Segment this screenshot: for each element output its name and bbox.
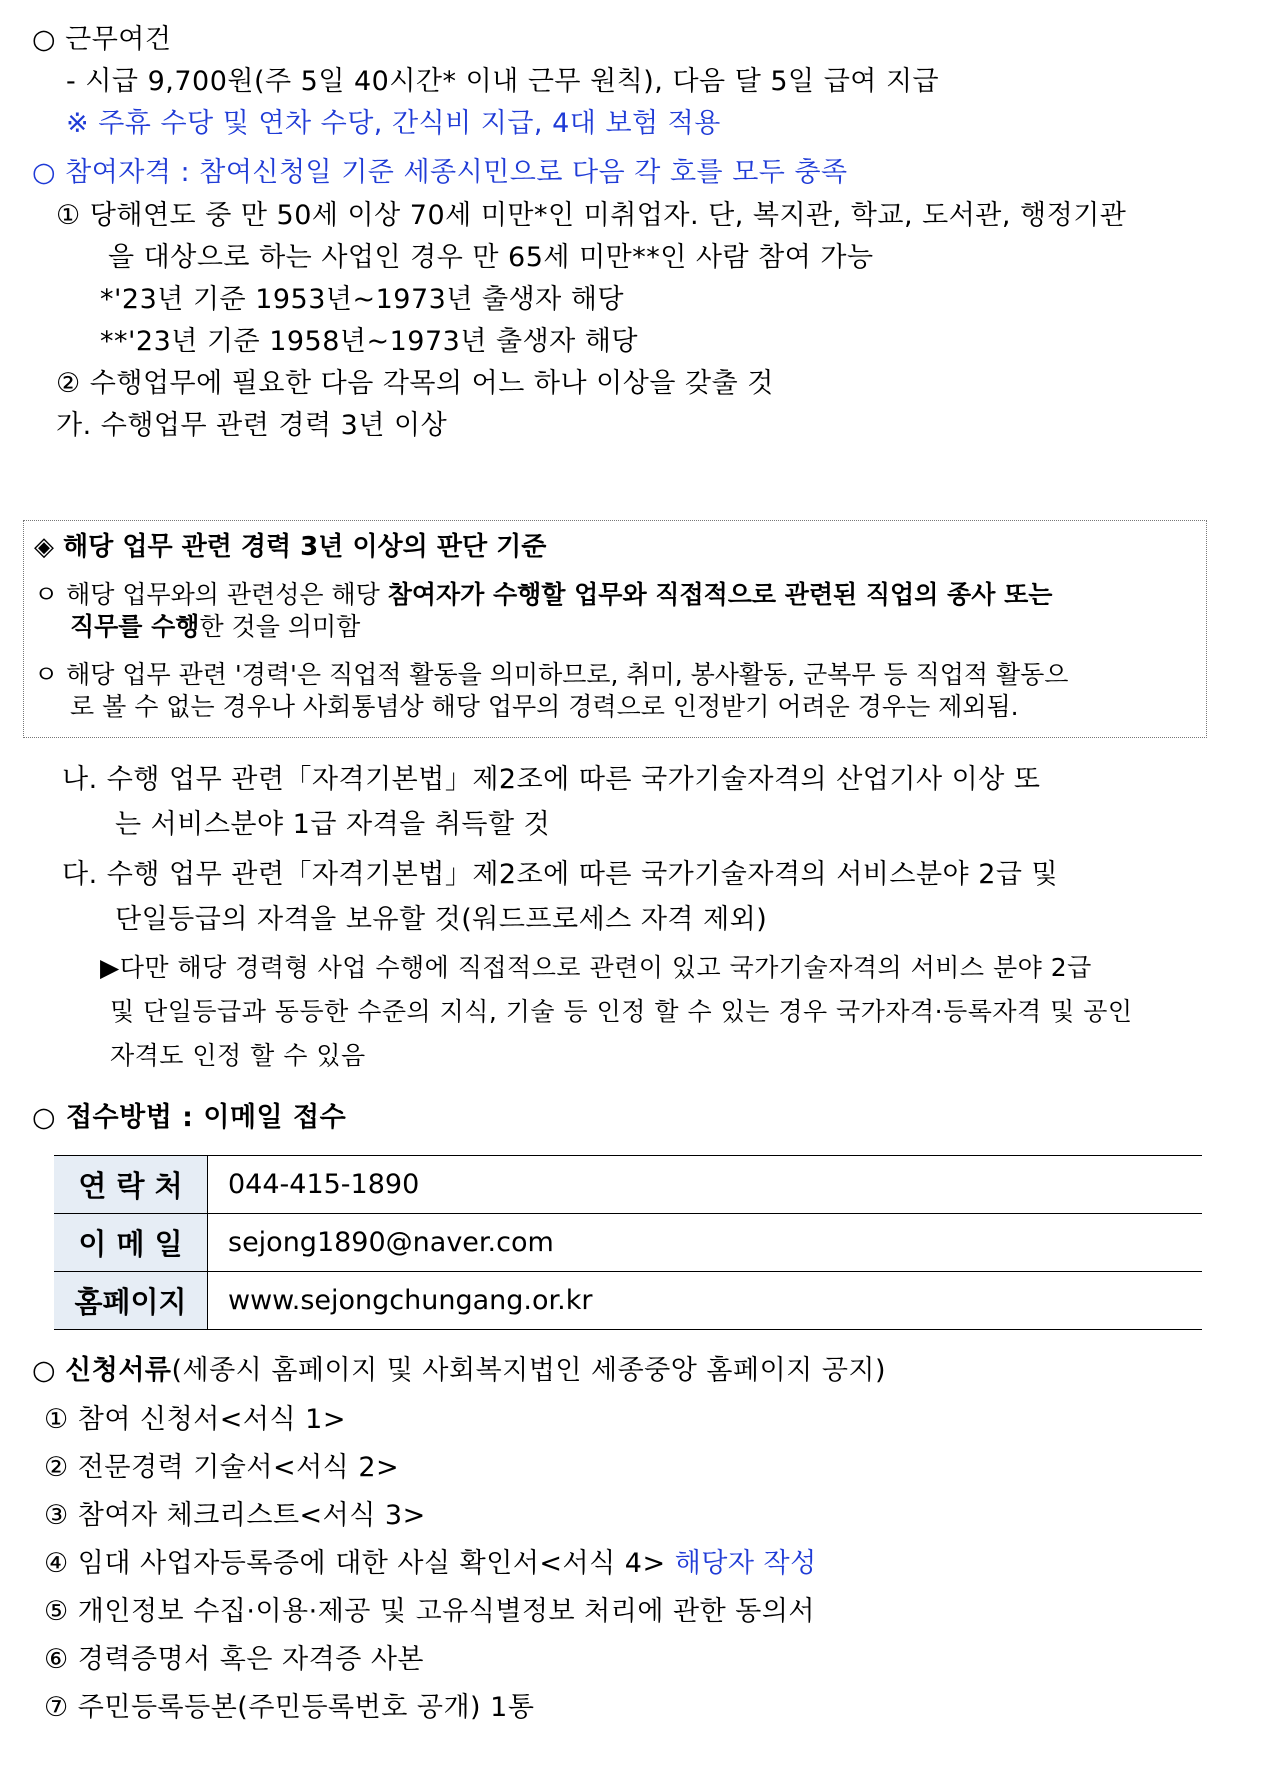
- document-item-3: ③ 참여자 체크리스트<서식 3>: [44, 1500, 426, 1531]
- contact-homepage-label: 홈페이지: [54, 1272, 208, 1330]
- note-line-3: 자격도 인정 할 수 있음: [110, 1041, 366, 1070]
- eligibility-heading: ○ 참여자격 : 참여신청일 기준 세종시민으로 다음 각 호를 모두 충족: [32, 157, 848, 188]
- eligibility-item-1-line-2: 을 대상으로 하는 사업인 경우 만 65세 미만**인 사람 참여 가능: [108, 242, 874, 273]
- contact-phone-value: 044-415-1890: [208, 1156, 1203, 1214]
- footnote-1: *'23년 기준 1953년~1973년 출생자 해당: [100, 284, 624, 315]
- eligibility-item-2: ② 수행업무에 필요한 다음 각목의 어느 하나 이상을 갖출 것: [56, 368, 774, 399]
- criteria-point-2-line-2: 로 볼 수 없는 경우나 사회통념상 해당 업무의 경력으로 인정받기 어려운 경우는 제외됨.: [70, 692, 1019, 721]
- contact-homepage-value: www.sejongchungang.or.kr: [208, 1272, 1203, 1330]
- table-row: [54, 1214, 1202, 1272]
- criteria-point-2-line-1: ㅇ 해당 업무 관련 '경력'은 직업적 활동을 의미하므로, 취미, 봉사활동, 군복무 등 직업적 활동으: [34, 660, 1069, 689]
- eligibility-item-1-line-1: ① 당해연도 중 만 50세 이상 70세 미만*인 미취업자. 단, 복지관, 학교, 도서관, 행정기관: [56, 200, 1127, 231]
- criteria-box: [23, 520, 1207, 738]
- document-item-4: ④ 임대 사업자등록증에 대한 사실 확인서<서식 4> 해당자 작성: [44, 1548, 817, 1579]
- note-line-2: 및 단일등급과 동등한 수준의 지식, 기술 등 인정 할 수 있는 경우 국가자격·등록자격 및 공인: [110, 997, 1133, 1026]
- documents-heading: ○ 신청서류(세종시 홈페이지 및 사회복지법인 세종중앙 홈페이지 공지): [32, 1355, 887, 1386]
- sub-item-na-line-1: 나. 수행 업무 관련「자격기본법」제2조에 따른 국가기술자격의 산업기사 이상 또: [62, 764, 1041, 795]
- pay-text: - 시급 9,700원(주 5일 40시간* 이내 근무 원칙), 다음 달 5일 급여 지급: [66, 66, 940, 97]
- contact-table: [54, 1155, 1202, 1330]
- sub-item-na-line-2: 는 서비스분야 1급 자격을 취득할 것: [115, 809, 551, 840]
- contact-phone-label: 연 락 처: [54, 1156, 208, 1214]
- contact-email-label: 이 메 일: [54, 1214, 208, 1272]
- document-item-7: ⑦ 주민등록등본(주민등록번호 공개) 1통: [44, 1692, 535, 1723]
- application-heading: ○ 접수방법 : 이메일 접수: [32, 1102, 347, 1133]
- criteria-point-1-line-2: 직무를 수행한 것을 의미함: [70, 612, 361, 641]
- document-item-5: ⑤ 개인정보 수집·이용·제공 및 고유식별정보 처리에 관한 동의서: [44, 1596, 815, 1627]
- note-line-1: ▶다만 해당 경력형 사업 수행에 직접적으로 관련이 있고 국가기술자격의 서비스 분야 2급: [100, 953, 1092, 982]
- criteria-point-1-line-1: ㅇ 해당 업무와의 관련성은 해당 참여자가 수행할 업무와 직접적으로 관련된 직업의 종사 또는: [34, 580, 1053, 609]
- document-item-1: ① 참여 신청서<서식 1>: [44, 1404, 346, 1435]
- footnote-2: **'23년 기준 1958년~1973년 출생자 해당: [100, 326, 638, 357]
- sub-item-ga: 가. 수행업무 관련 경력 3년 이상: [56, 410, 448, 441]
- sub-item-da-line-1: 다. 수행 업무 관련「자격기본법」제2조에 따른 국가기술자격의 서비스분야 2급 및: [62, 859, 1059, 890]
- document-item-6: ⑥ 경력증명서 혹은 자격증 사본: [44, 1644, 425, 1675]
- table-row: [54, 1156, 1202, 1214]
- criteria-title: ◈ 해당 업무 관련 경력 3년 이상의 판단 기준: [34, 532, 547, 562]
- document-item-2: ② 전문경력 기술서<서식 2>: [44, 1452, 400, 1483]
- benefits-note: ※ 주휴 수당 및 연차 수당, 간식비 지급, 4대 보험 적용: [66, 108, 721, 139]
- table-row: [54, 1272, 1202, 1330]
- sub-item-da-line-2: 단일등급의 자격을 보유할 것(워드프로세스 자격 제외): [115, 904, 768, 935]
- work-conditions-heading: ○ 근무여건: [32, 24, 172, 55]
- contact-email-value: sejong1890@naver.com: [208, 1214, 1203, 1272]
